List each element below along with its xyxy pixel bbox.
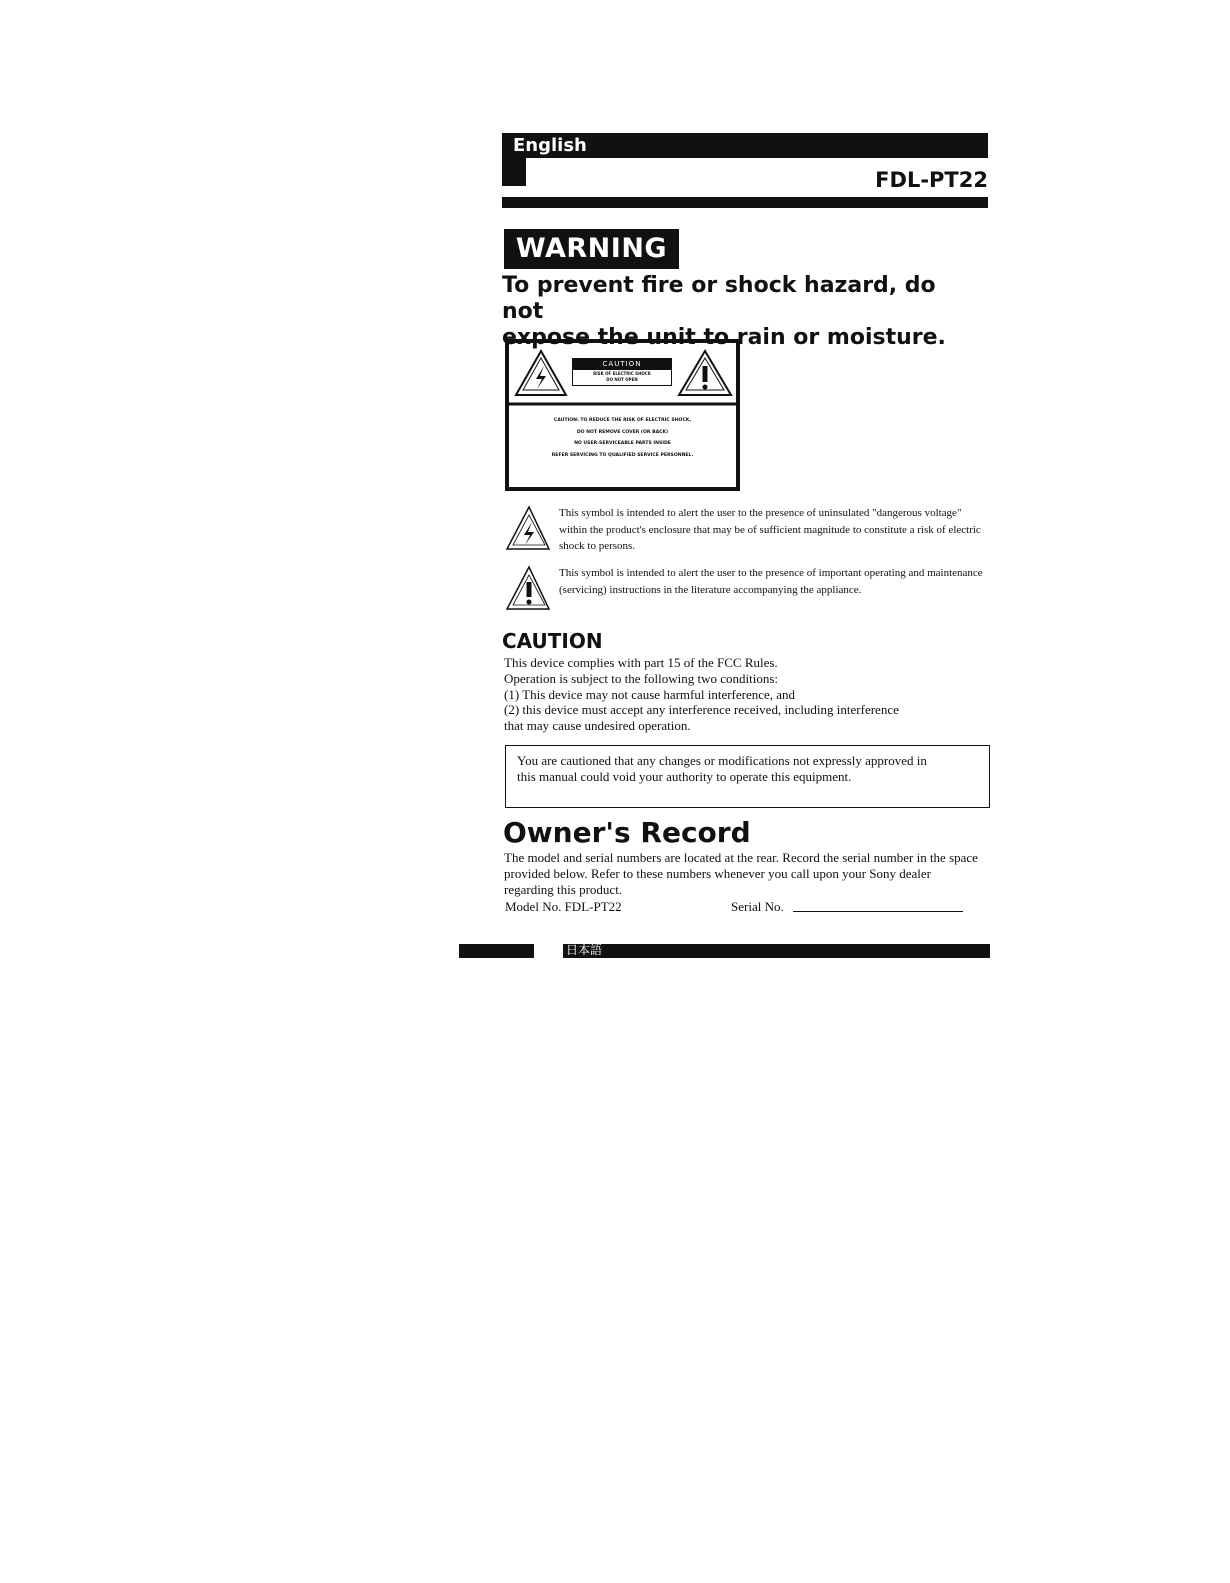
model-number: Model No. FDL-PT22 bbox=[505, 899, 622, 914]
fcc-line: (2) this device must accept any interference received, including interference bbox=[504, 702, 899, 718]
fcc-line: (1) This device may not cause harmful interference, and bbox=[504, 686, 796, 702]
modification-notice-text: You are cautioned that any changes or modifications not expressly approved in this manual could void your authority to operate this equipment. bbox=[517, 753, 927, 784]
label-caution-title: CAUTION bbox=[573, 359, 671, 370]
label-instruction-line: NO USER-SERVICEABLE PARTS INSIDE bbox=[574, 441, 671, 446]
footer-bar-right bbox=[563, 944, 990, 958]
label-instruction-line: DO NOT REMOVE COVER (OR BACK) bbox=[576, 429, 669, 435]
caution-label-graphic bbox=[505, 339, 740, 491]
exclamation-triangle-icon bbox=[679, 351, 731, 395]
modification-notice-box bbox=[505, 745, 990, 808]
owners-record-text: The model and serial numbers are located at the rear. Record the serial number in the space provided below. Refer to these numbers whenever you call upon your Sony dealer regarding this product. bbox=[504, 850, 978, 897]
label-inner-line: DO NOT OPEN bbox=[606, 377, 638, 382]
symbol-explanation-instructions bbox=[505, 565, 985, 615]
owners-record-heading: Owner's Record bbox=[503, 816, 751, 849]
fcc-compliance-text bbox=[504, 655, 974, 734]
fcc-line: that may cause undesired operation. bbox=[504, 718, 691, 734]
header-rule bbox=[502, 197, 988, 208]
serial-number-label: Serial No. bbox=[731, 899, 784, 914]
label-inner-box bbox=[572, 358, 672, 386]
label-instruction-line: REFER SERVICING TO QUALIFIED SERVICE PERSONNEL. bbox=[551, 452, 694, 458]
lightning-triangle-icon bbox=[516, 351, 566, 395]
fcc-line: Operation is subject to the following two conditions: bbox=[504, 670, 779, 686]
symbol-explanation-text: This symbol is intended to alert the user to the presence of uninsulated "dangerous voltage" within the product's enclosure that may be of sufficient magnitude to constitute a risk of electric shock to persons. bbox=[559, 507, 981, 552]
exclamation-triangle-icon bbox=[505, 565, 551, 611]
hazard-line-2: expose the unit to rain or moisture. bbox=[502, 325, 946, 350]
label-instruction-line: CAUTION: TO REDUCE THE RISK OF ELECTRIC SHOCK, bbox=[553, 418, 692, 423]
footer-bar-left bbox=[459, 944, 534, 958]
footer-language-label: 日本語 bbox=[566, 943, 603, 957]
symbol-explanation-voltage bbox=[505, 505, 985, 555]
hazard-line-1: To prevent fire or shock hazard, do not bbox=[502, 273, 936, 324]
warning-label: WARNING bbox=[515, 233, 668, 264]
label-inner-line: RISK OF ELECTRIC SHOCK bbox=[593, 371, 651, 376]
model-serial-row bbox=[505, 899, 975, 917]
label-inner-text bbox=[575, 371, 669, 383]
serial-number-blank bbox=[793, 911, 963, 912]
caution-heading: CAUTION bbox=[502, 629, 603, 653]
lightning-triangle-icon bbox=[505, 505, 551, 551]
label-instructions bbox=[513, 415, 732, 461]
language-band-tab bbox=[502, 158, 526, 186]
model-title: FDL-PT22 bbox=[875, 168, 988, 192]
language-label: English bbox=[513, 135, 587, 156]
fcc-line: This device complies with part 15 of the FCC Rules. bbox=[504, 655, 778, 670]
symbol-explanation-text: This symbol is intended to alert the user to the presence of important operating and maintenance (servicing) instructions in the literature accompanying the appliance. bbox=[559, 567, 983, 596]
